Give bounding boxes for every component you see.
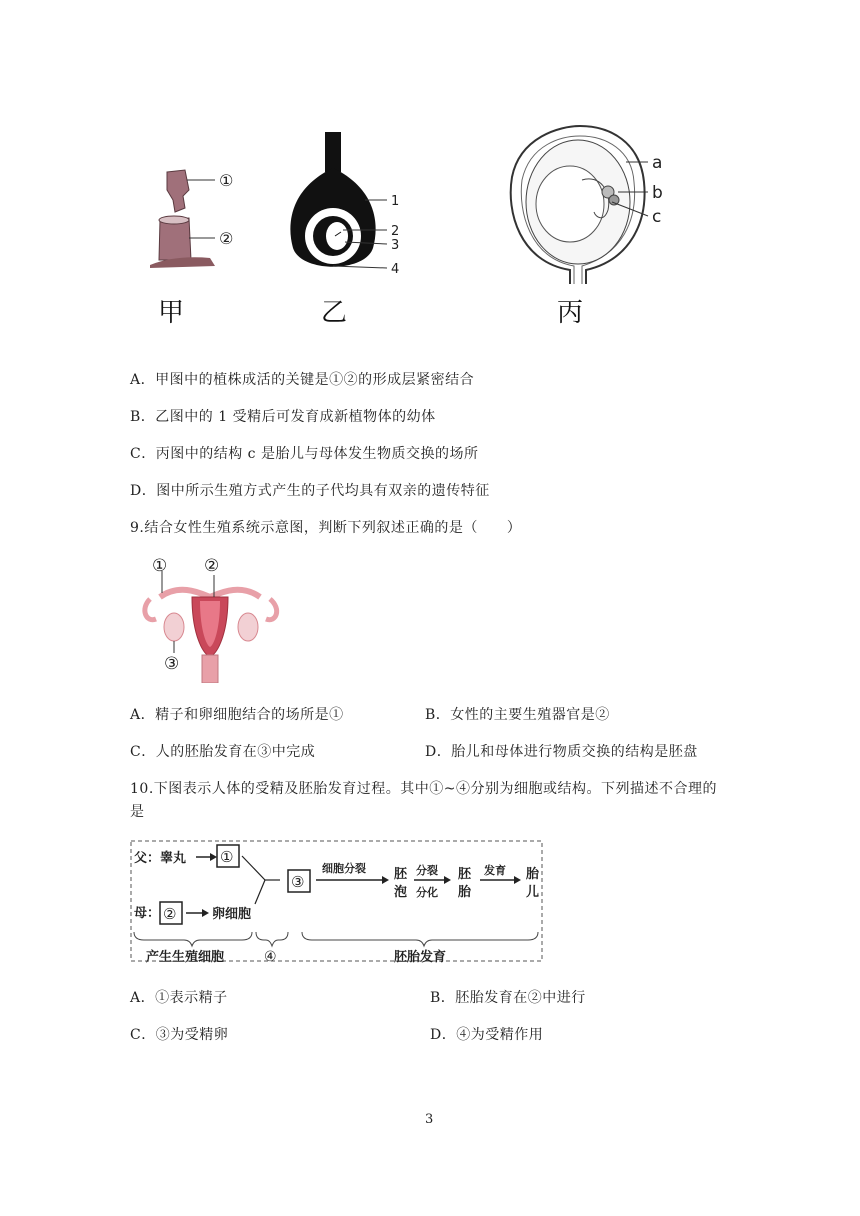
flow-blastocyst-2: 泡 bbox=[394, 885, 408, 900]
female-reproductive-illustration bbox=[130, 553, 292, 683]
q8-option-d[interactable]: D．图中所示生殖方式产生的子代均具有双亲的遗传特征 bbox=[130, 483, 490, 499]
yi-label-4: 4 bbox=[391, 262, 400, 277]
q9-stem: 9.结合女性生殖系统示意图，判断下列叙述正确的是（ ） bbox=[130, 520, 522, 536]
q9-fig-label-2: ② bbox=[204, 556, 220, 576]
jia-label-2: ② bbox=[219, 229, 234, 248]
q9-fig-label-3: ③ bbox=[164, 654, 180, 674]
flow-differentiate: 分化 bbox=[416, 886, 438, 899]
yi-label-2: 2 bbox=[391, 224, 400, 239]
flow-brace-1: 产生生殖细胞 bbox=[146, 950, 225, 964]
flow-box1: ① bbox=[220, 848, 234, 866]
flow-brace-3: 胚胎发育 bbox=[394, 950, 447, 964]
q10-option-b[interactable]: B．胚胎发育在②中进行 bbox=[430, 990, 586, 1006]
q10-option-a[interactable]: A．①表示精子 bbox=[130, 990, 228, 1006]
figure-bing bbox=[500, 122, 680, 287]
flow-box3: ③ bbox=[291, 873, 305, 891]
flow-divide: 分裂 bbox=[416, 864, 438, 877]
yi-label-3: 3 bbox=[391, 238, 400, 253]
flow-embryo-1: 胚 bbox=[458, 867, 472, 882]
uterus-fetus-illustration bbox=[500, 122, 680, 287]
q10-stem-line1: 10.下图表示人体的受精及胚胎发育过程。其中①~④分别为细胞或结构。下列描述不合理的 bbox=[130, 781, 717, 797]
q8-option-c[interactable]: C．丙图中的结构 c 是胎儿与母体发生物质交换的场所 bbox=[130, 446, 479, 462]
fertilization-flow-svg bbox=[130, 840, 544, 964]
bing-label-b: b bbox=[652, 183, 663, 203]
q9-option-d[interactable]: D．胎儿和母体进行物质交换的结构是胚盘 bbox=[425, 744, 698, 760]
q9-fig-label-1: ① bbox=[152, 556, 168, 576]
q9-option-a[interactable]: A．精子和卵细胞结合的场所是① bbox=[130, 707, 344, 723]
flow-brace-2: ④ bbox=[264, 949, 277, 964]
grafting-illustration bbox=[145, 160, 255, 275]
figure-bing-caption: 丙 bbox=[557, 298, 584, 328]
q10-stem-line2: 是 bbox=[130, 804, 145, 820]
flow-cell-division: 细胞分裂 bbox=[322, 862, 366, 875]
q10-option-c[interactable]: C．③为受精卵 bbox=[130, 1027, 229, 1043]
flow-egg: 卵细胞 bbox=[212, 907, 252, 922]
page-number: 3 bbox=[425, 1112, 434, 1127]
flow-box2: ② bbox=[163, 905, 177, 923]
flow-fetus-2: 儿 bbox=[526, 885, 540, 900]
figure-jia bbox=[145, 160, 255, 275]
figure-jia-caption: 甲 bbox=[158, 298, 185, 328]
q10-flow-diagram bbox=[130, 840, 544, 964]
ovary-illustration bbox=[285, 128, 415, 278]
q9-figure bbox=[130, 553, 292, 683]
bing-label-a: a bbox=[652, 153, 663, 173]
flow-embryo-2: 胎 bbox=[458, 885, 472, 900]
figure-yi bbox=[285, 128, 415, 278]
q9-option-b[interactable]: B．女性的主要生殖器官是② bbox=[425, 707, 610, 723]
flow-blastocyst-1: 胚 bbox=[394, 867, 408, 882]
q8-option-b[interactable]: B．乙图中的 1 受精后可发育成新植物体的幼体 bbox=[130, 409, 436, 425]
figure-yi-caption: 乙 bbox=[321, 298, 348, 328]
flow-fetus-1: 胎 bbox=[526, 867, 540, 882]
yi-label-1: 1 bbox=[391, 194, 400, 209]
flow-mother-label: 母： bbox=[134, 906, 161, 921]
bing-label-c: c bbox=[652, 207, 662, 227]
q10-option-d[interactable]: D．④为受精作用 bbox=[430, 1027, 544, 1043]
flow-develop: 发育 bbox=[484, 864, 506, 877]
q8-option-a[interactable]: A．甲图中的植株成活的关键是①②的形成层紧密结合 bbox=[130, 372, 475, 388]
flow-father: 父：睾丸 bbox=[134, 851, 187, 866]
jia-label-1: ① bbox=[219, 171, 234, 190]
q9-option-c[interactable]: C．人的胚胎发育在③中完成 bbox=[130, 744, 316, 760]
